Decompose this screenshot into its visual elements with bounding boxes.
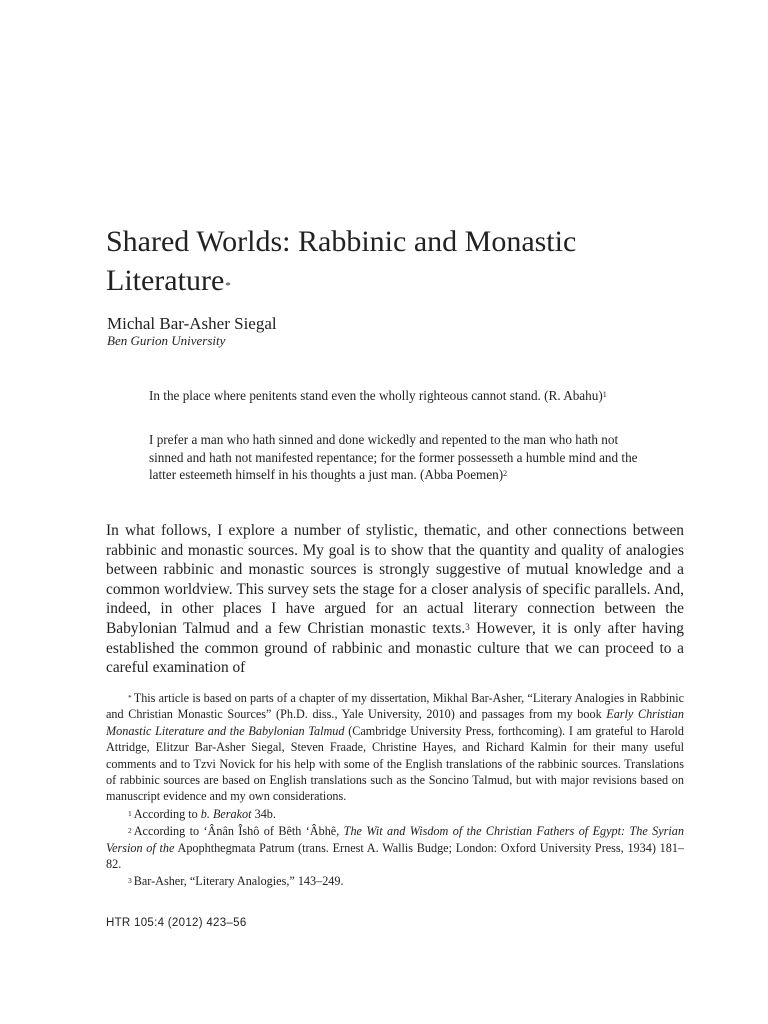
epigraph-1: [149, 387, 641, 405]
footnote-3: [106, 873, 684, 889]
footnote-3-text: Bar-Asher, “Literary Analogies,” 143–249.: [133, 874, 344, 889]
epigraph-1-note: 1: [602, 390, 607, 399]
article-title: [106, 222, 686, 300]
epigraph-2: [149, 431, 641, 484]
footnote-star: [106, 690, 684, 805]
body-text-part1: In what follows, I explore a number of stylistic, thematic, and other connections between rabbinic and monastic sources. My goal is to show that the quantity and quality of analogies between rabbinic and monastic sources is strongly suggestive of mutual knowledge and a common worldview. This survey sets the stage for a closer analysis of specific parallels. And, indeed, in other places I have argued for an actual literary connection between the Babylonian Talmud and a few Christian monastic texts.: [106, 522, 684, 637]
journal-citation: HTR 105:4 (2012) 423–56: [106, 917, 247, 929]
footnote-2-text-a: According to ‘Ânân Îshô of Bêth ‘Âbhê,: [133, 824, 344, 839]
footnote-1-text-a: According to: [133, 806, 201, 821]
footnote-1-text-b: 34b.: [251, 806, 276, 821]
footnote-1: [106, 806, 684, 822]
footnote-1-marker: 1: [128, 808, 132, 818]
footnote-2-text-b: Apophthegmata Patrum (trans. Ernest A. Wallis Budge; London: Oxford University Press, 1934) 181–82.: [106, 840, 685, 872]
footnote-star-text-a: This article is based on parts of a chapter of my dissertation, Mikhal Bar-Asher, “Literary Analogies in Rabbinic and Christian Monastic Sources” (Ph.D. diss., Yale University, 2010) and passages from my book: [106, 691, 684, 722]
footnote-2-marker: 2: [128, 826, 132, 836]
author-affiliation: Ben Gurion University: [107, 333, 226, 348]
author-name: Michal Bar-Asher Siegal: [107, 314, 277, 333]
body-paragraph: [106, 521, 684, 678]
footnote-star-marker: *: [128, 693, 132, 702]
epigraph-1-text: In the place where penitents stand even the wholly righteous cannot stand. (R. Abahu): [149, 388, 603, 403]
body-footnote-marker: 3: [465, 621, 470, 632]
footnote-star-text-b: (Cambridge University Press, forthcoming). I am grateful to Harold Attridge, Elitzur Bar-Asher Siegal, Steven Fraade, Christine Hayes, and Richard Kalmin for their many useful comments and to Tzvi Novick for his help with some of the English translations of the rabbinic sources. Translations of rabbinic sources are based on English translations such as the Soncino Talmud, but with major revisions based on manuscript evidence and my own considerations.: [106, 723, 684, 804]
epigraph-2-text: I prefer a man who hath sinned and done wickedly and repented to the man who hath not sinned and hath not manifested repentance; for the former possesseth a humble mind and the latter esteemeth himself in his thoughts a just man. (Abba Poemen): [149, 432, 638, 482]
article-title-text: Shared Worlds: Rabbinic and Monastic Literature: [106, 225, 577, 297]
epigraph-2-note: 2: [503, 469, 508, 478]
footnote-star-book-title: Early Christian Monastic Literature and the Babylonian Talmud: [106, 707, 684, 738]
title-footnote-marker: *: [225, 280, 231, 292]
footnote-1-source: b. Berakot: [200, 806, 252, 821]
body-text-part2: However, it is only after having established the common ground of rabbinic and monastic culture that we can proceed to a careful examination of: [106, 619, 684, 677]
footnote-2: [106, 823, 684, 872]
footnote-3-marker: 3: [128, 876, 132, 886]
footnote-2-book-title: The Wit and Wisdom of the Christian Fathers of Egypt: The Syrian Version of the: [106, 824, 684, 855]
footnotes: [106, 690, 684, 891]
